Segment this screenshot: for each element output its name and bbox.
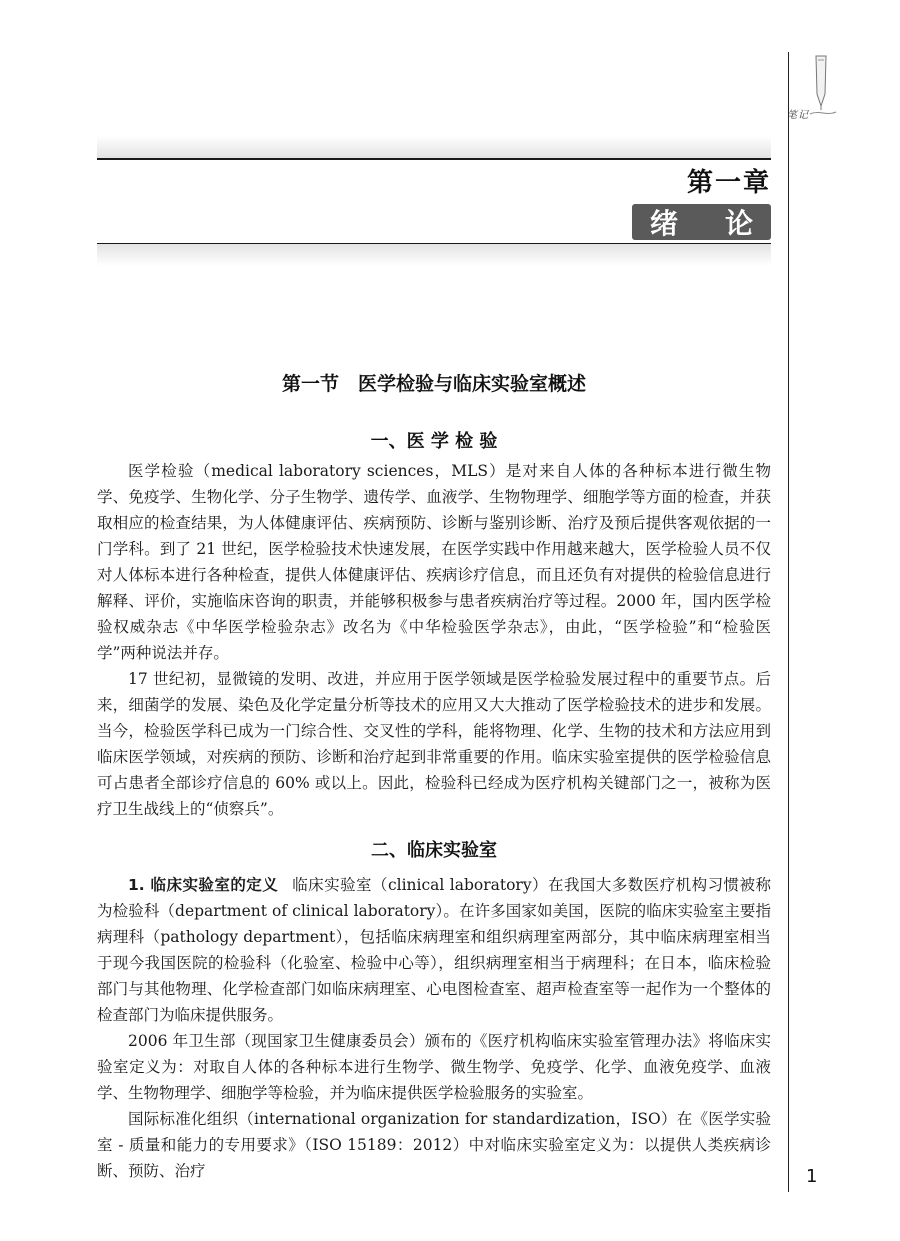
chapter-banner-shade-bottom bbox=[97, 244, 771, 266]
body-paragraph: 17 世纪初，显微镜的发明、改进，并应用于医学领域是医学检验发展过程中的重要节点。后来，细菌学的发展、染色及化学定量分析等技术的应用又大大推动了医学检验技术的进步和发展。当今，检验医学科已成为一门综合性、交叉性的学科，能将物理、化学、生物的技术和方法应用到临床医学领域，对疾病的预防、诊断和治疗起到非常重要的作用。临床实验室提供的医学检验信息可占患者全部诊疗信息的 60% 或以上。因此，检验科已经成为医疗机构关键部门之一，被称为医疗卫生战线上的“侦察兵”。 bbox=[97, 670, 771, 818]
pen-icon bbox=[808, 54, 838, 118]
section-title: 第一节 医学检验与临床实验室概述 bbox=[281, 373, 586, 395]
notes-label: 笔记 bbox=[787, 110, 809, 121]
definition-paragraph bbox=[97, 872, 771, 1028]
chapter-banner-top-rule bbox=[97, 158, 771, 160]
chapter-banner-shade-top bbox=[97, 136, 771, 158]
page-number: 1 bbox=[806, 1166, 818, 1187]
subsection-heading-2: 二、临床实验室 bbox=[371, 840, 497, 861]
definition-text: 临床实验室（clinical laboratory）在我国大多数医疗机构习惯被称为检验科（department of clinical laboratory）。在许多国家如美国，医院的临床实验室主要指病理科（pathology department），包括临床病理室和组织病理室两部分，其中临床病理室相当于现今我国医院的检验科（化验室、检验中心等），组织病理室相当于病理科；在日本，临床检验部门与其他物理、化学检查部门如临床病理室、心电图检查室、超声检查室等一起作为一个整体的检查部门为临床提供服务。 bbox=[97, 876, 771, 1024]
definition-lead: 1. 临床实验室的定义 bbox=[128, 876, 279, 894]
chapter-number: 第一章 bbox=[686, 168, 771, 198]
subsection-heading-1: 一、医 学 检 验 bbox=[370, 431, 498, 452]
margin-divider bbox=[788, 52, 789, 1192]
body-paragraph: 国际标准化组织（international organization for standardization，ISO）在《医学实验室 - 质量和能力的专用要求》（ISO 15189：2012）中对临床实验室定义为：以提供人类疾病诊断、预防、治疗 bbox=[97, 1110, 771, 1180]
chapter-title bbox=[632, 204, 771, 240]
chapter-title-char: 论 bbox=[724, 207, 753, 240]
chapter-title-char: 绪 bbox=[650, 207, 679, 240]
body-paragraph: 医学检验（medical laboratory sciences，MLS）是对来自人体的各种标本进行微生物学、免疫学、生物化学、分子生物学、遗传学、血液学、生物物理学、细胞学等方面的检查，并获取相应的检查结果，为人体健康评估、疾病预防、诊断与鉴别诊断、治疗及预后提供客观依据的一门学科。到了 21 世纪，医学检验技术快速发展，在医学实践中作用越来越大，医学检验人员不仅对人体标本进行各种检查，提供人体健康评估、疾病诊疗信息，而且还负有对提供的检验信息进行解释、评价，实施临床咨询的职责，并能够积极参与患者疾病治疗等过程。2000 年，国内医学检验权威杂志《中华医学检验杂志》改名为《中华检验医学杂志》，由此，“医学检验”和“检验医学”两种说法并存。 bbox=[97, 462, 771, 662]
body-paragraph: 2006 年卫生部（现国家卫生健康委员会）颁布的《医疗机构临床实验室管理办法》将临床实验室定义为：对取自人体的各种标本进行生物学、微生物学、免疫学、化学、血液免疫学、血液学、生物物理学、细胞学等检验，并为临床提供医学检验服务的实验室。 bbox=[97, 1032, 771, 1102]
